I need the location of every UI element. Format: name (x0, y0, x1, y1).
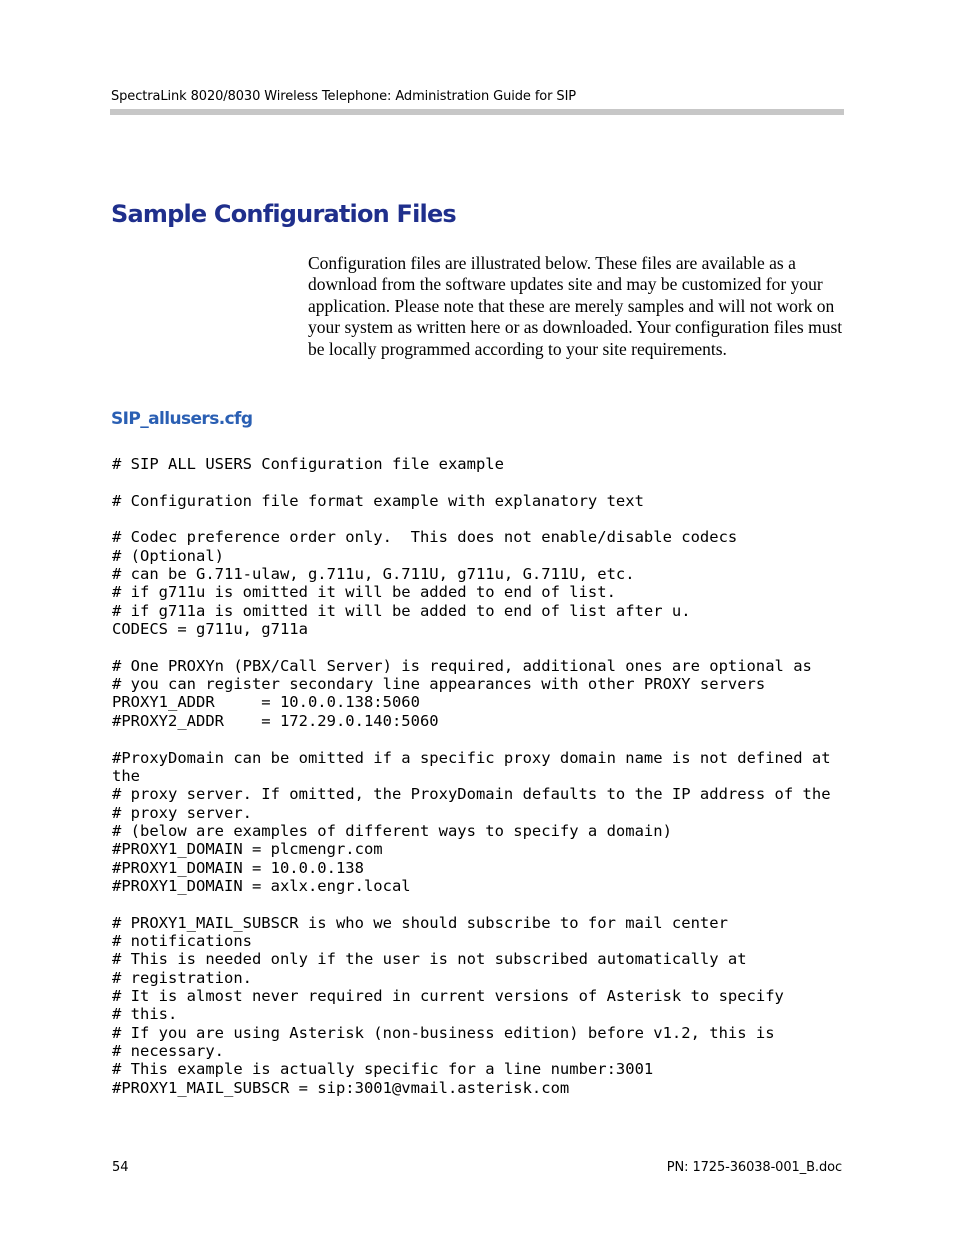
code-line: #ProxyDomain can be omitted if a specific proxy domain name is not defined at (112, 748, 831, 767)
code-line: # This is needed only if the user is not subscribed automatically at (112, 950, 747, 969)
code-line: #PROXY1_DOMAIN = axlx.engr.local (112, 876, 411, 895)
part-number: PN: 1725-36038-001_B.doc (666, 1160, 842, 1175)
code-line: # This example is actually specific for a line number:3001 (112, 1060, 654, 1079)
code-line: # you can register secondary line appearances with other PROXY servers (112, 675, 766, 694)
code-line: #PROXY1_DOMAIN = 10.0.0.138 (112, 858, 364, 877)
code-line: # registration. (112, 968, 252, 987)
code-line: # (below are examples of different ways to specify a domain) (112, 821, 672, 840)
header-rule (110, 109, 844, 115)
subsection-title: SIP_allusers.cfg (111, 409, 253, 429)
code-line (112, 638, 847, 656)
page-number: 54 (112, 1160, 129, 1175)
code-line: # PROXY1_MAIL_SUBSCR is who we should subscribe to for mail center (112, 913, 728, 932)
code-line: # proxy server. If omitted, the ProxyDomain defaults to the IP address of the (112, 785, 831, 804)
code-line: # It is almost never required in current versions of Asterisk to specify (112, 986, 784, 1005)
code-line: #PROXY1_MAIL_SUBSCR = sip:3001@vmail.asterisk.com (112, 1078, 570, 1097)
code-block (112, 455, 847, 1097)
code-line: # this. (112, 1005, 178, 1024)
code-line: # if g711a is omitted it will be added to end of list after u. (112, 601, 691, 620)
code-line: # if g711u is omitted it will be added to end of list. (112, 583, 616, 602)
running-header: SpectraLink 8020/8030 Wireless Telephone: Administration Guide for SIP (111, 89, 577, 104)
code-line: # proxy server. (112, 803, 252, 822)
code-line: # If you are using Asterisk (non-business edition) before v1.2, this is (112, 1023, 775, 1042)
code-line: # necessary. (112, 1042, 224, 1060)
code-line: #PROXY2_ADDR = 172.29.0.140:5060 (112, 711, 439, 730)
code-line (112, 510, 847, 528)
code-line: # Codec preference order only. This does not enable/disable codecs (112, 528, 738, 547)
code-line (112, 895, 847, 913)
code-line: CODECS = g711u, g711a (112, 620, 308, 639)
code-line: # can be G.711-ulaw, g.711u, G.711U, g711u, G.711U, etc. (112, 565, 635, 584)
code-line: # notifications (112, 931, 252, 950)
code-line: the (112, 766, 140, 785)
code-line: # One PROXYn (PBX/Call Server) is required, additional ones are optional as (112, 656, 812, 675)
section-title: Sample Configuration Files (111, 200, 456, 228)
code-line: PROXY1_ADDR = 10.0.0.138:5060 (112, 693, 420, 712)
code-line: #PROXY1_DOMAIN = plcmengr.com (112, 840, 383, 859)
intro-paragraph: Configuration files are illustrated below. These files are available as a download from the software updates site and may be customized for your application. Please note that these are merely samples and will not work on your system as written here or as downloaded. Your configuration files must be locally programmed according to your site requirements. (308, 253, 843, 359)
code-line (112, 730, 847, 748)
code-line: # Configuration file format example with explanatory text (112, 491, 644, 510)
code-line: # SIP ALL USERS Configuration file example (112, 455, 504, 473)
code-line (112, 473, 847, 491)
code-line: # (Optional) (112, 546, 224, 565)
